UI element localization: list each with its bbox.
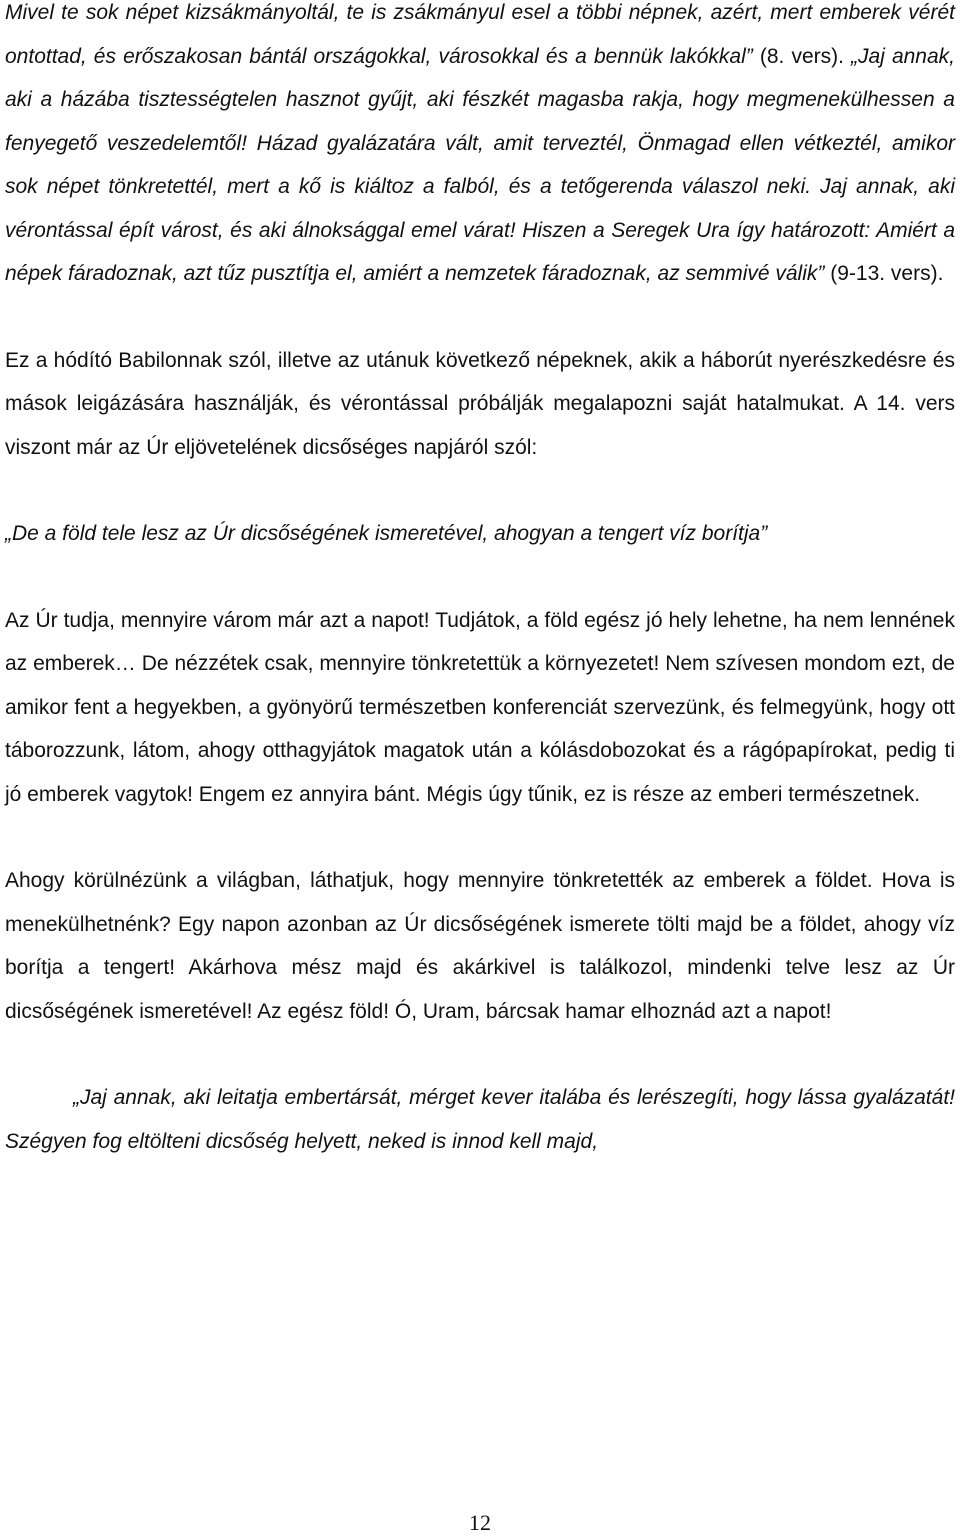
paragraph-commentary-earth <box>5 859 955 1033</box>
body-text: Az Úr tudja, mennyire várom már azt a napot! Tudjátok, a föld egész jó hely lehetne, ha nem lennének az emberek… De nézzétek csak, mennyire tönkretettük a környezetet! Nem szívesen mondom ezt, de amikor fent a hegyekben, a gyönyörű természetben konferenciát szervezünk, és felmegyünk, hogy ott táborozzunk, látom, ahogy otthagyjátok magatok után a kólásdobozokat és a rágópapírokat, pedig ti jó emberek vagytok! Engem ez annyira bánt. Mégis úgy tűnik, ez is része az emberi természetnek. <box>5 608 955 806</box>
scripture-quote-text: „Jaj annak, aki a házába tisztességtelen hasznot gyűjt, aki fészkét magasba rakja, hogy megmenekülhessen a fenyegető veszedelemtől! Házad gyalázatára vált, amit terveztél, Önmagad ellen vétkeztél, amikor sok népet tönkretettél, mert a kő is kiáltoz a falból, és a tetőgerenda válaszol neki. Jaj annak, aki vérontással épít várost, és aki álnoksággal emel várat! Hiszen a Seregek Ura így határozott: Amiért a népek fáradoznak, azt tűz pusztítja el, amiért a nemzetek fáradoznak, az semmivé válik” <box>5 44 955 285</box>
scripture-quote-text: „Jaj annak, aki leitatja embertársát, mérget kever italába és lerészegíti, hogy lássa gyalázatát! Szégyen fog eltölteni dicsőség helyett, neked is innod kell majd, <box>5 1086 955 1153</box>
paragraph-commentary-babylon <box>5 339 955 470</box>
paragraph-spacer <box>5 469 955 512</box>
page-number: 12 <box>469 1510 491 1535</box>
paragraph-spacer <box>5 1033 955 1076</box>
paragraph-commentary-environment <box>5 599 955 817</box>
body-text: Ez a hódító Babilonnak szól, illetve az utánuk következő népeknek, akik a háborút nyerészkedésre és mások leigázására használják, és vérontással próbálják megalapozni saját hatalmukat. A 14. vers viszont már az Úr eljövetelének dicsőséges napjáról szól: <box>5 348 955 459</box>
paragraph-verse-14-quote <box>5 512 955 556</box>
paragraph-spacer <box>5 816 955 859</box>
paragraph-scripture-continuation <box>5 0 955 296</box>
document-page <box>5 0 955 1163</box>
body-text: Ahogy körülnézünk a világban, láthatjuk, hogy mennyire tönkretették az emberek a földet. Hova is menekülhetnénk? Egy napon azonban az Úr dicsőségének ismerete tölti majd be a földet, ahogy víz borítja a tengert! Akárhova mész majd és akárkivel is találkozol, mindenki telve lesz az Úr dicsőségének ismeretével! Az egész föld! Ó, Uram, bárcsak hamar elhoznád azt a napot! <box>5 869 955 1023</box>
paragraph-spacer <box>5 296 955 339</box>
paragraph-scripture-woe <box>5 1076 955 1163</box>
scripture-quote-text: Mivel te sok népet kizsákmányoltál, te is zsákmányul esel a többi népnek, azért, mert emberek vérét ontottad, és erőszakosan bántál országokkal, városokkal és a bennük lakókkal” <box>5 1 955 68</box>
paragraph-spacer <box>5 556 955 599</box>
verse-reference: (9-13. vers). <box>824 262 944 285</box>
verse-reference: (8. vers). <box>752 44 852 68</box>
scripture-quote-text: „De a föld tele lesz az Úr dicsőségének ismeretével, ahogyan a tengert víz borítja” <box>5 522 768 545</box>
